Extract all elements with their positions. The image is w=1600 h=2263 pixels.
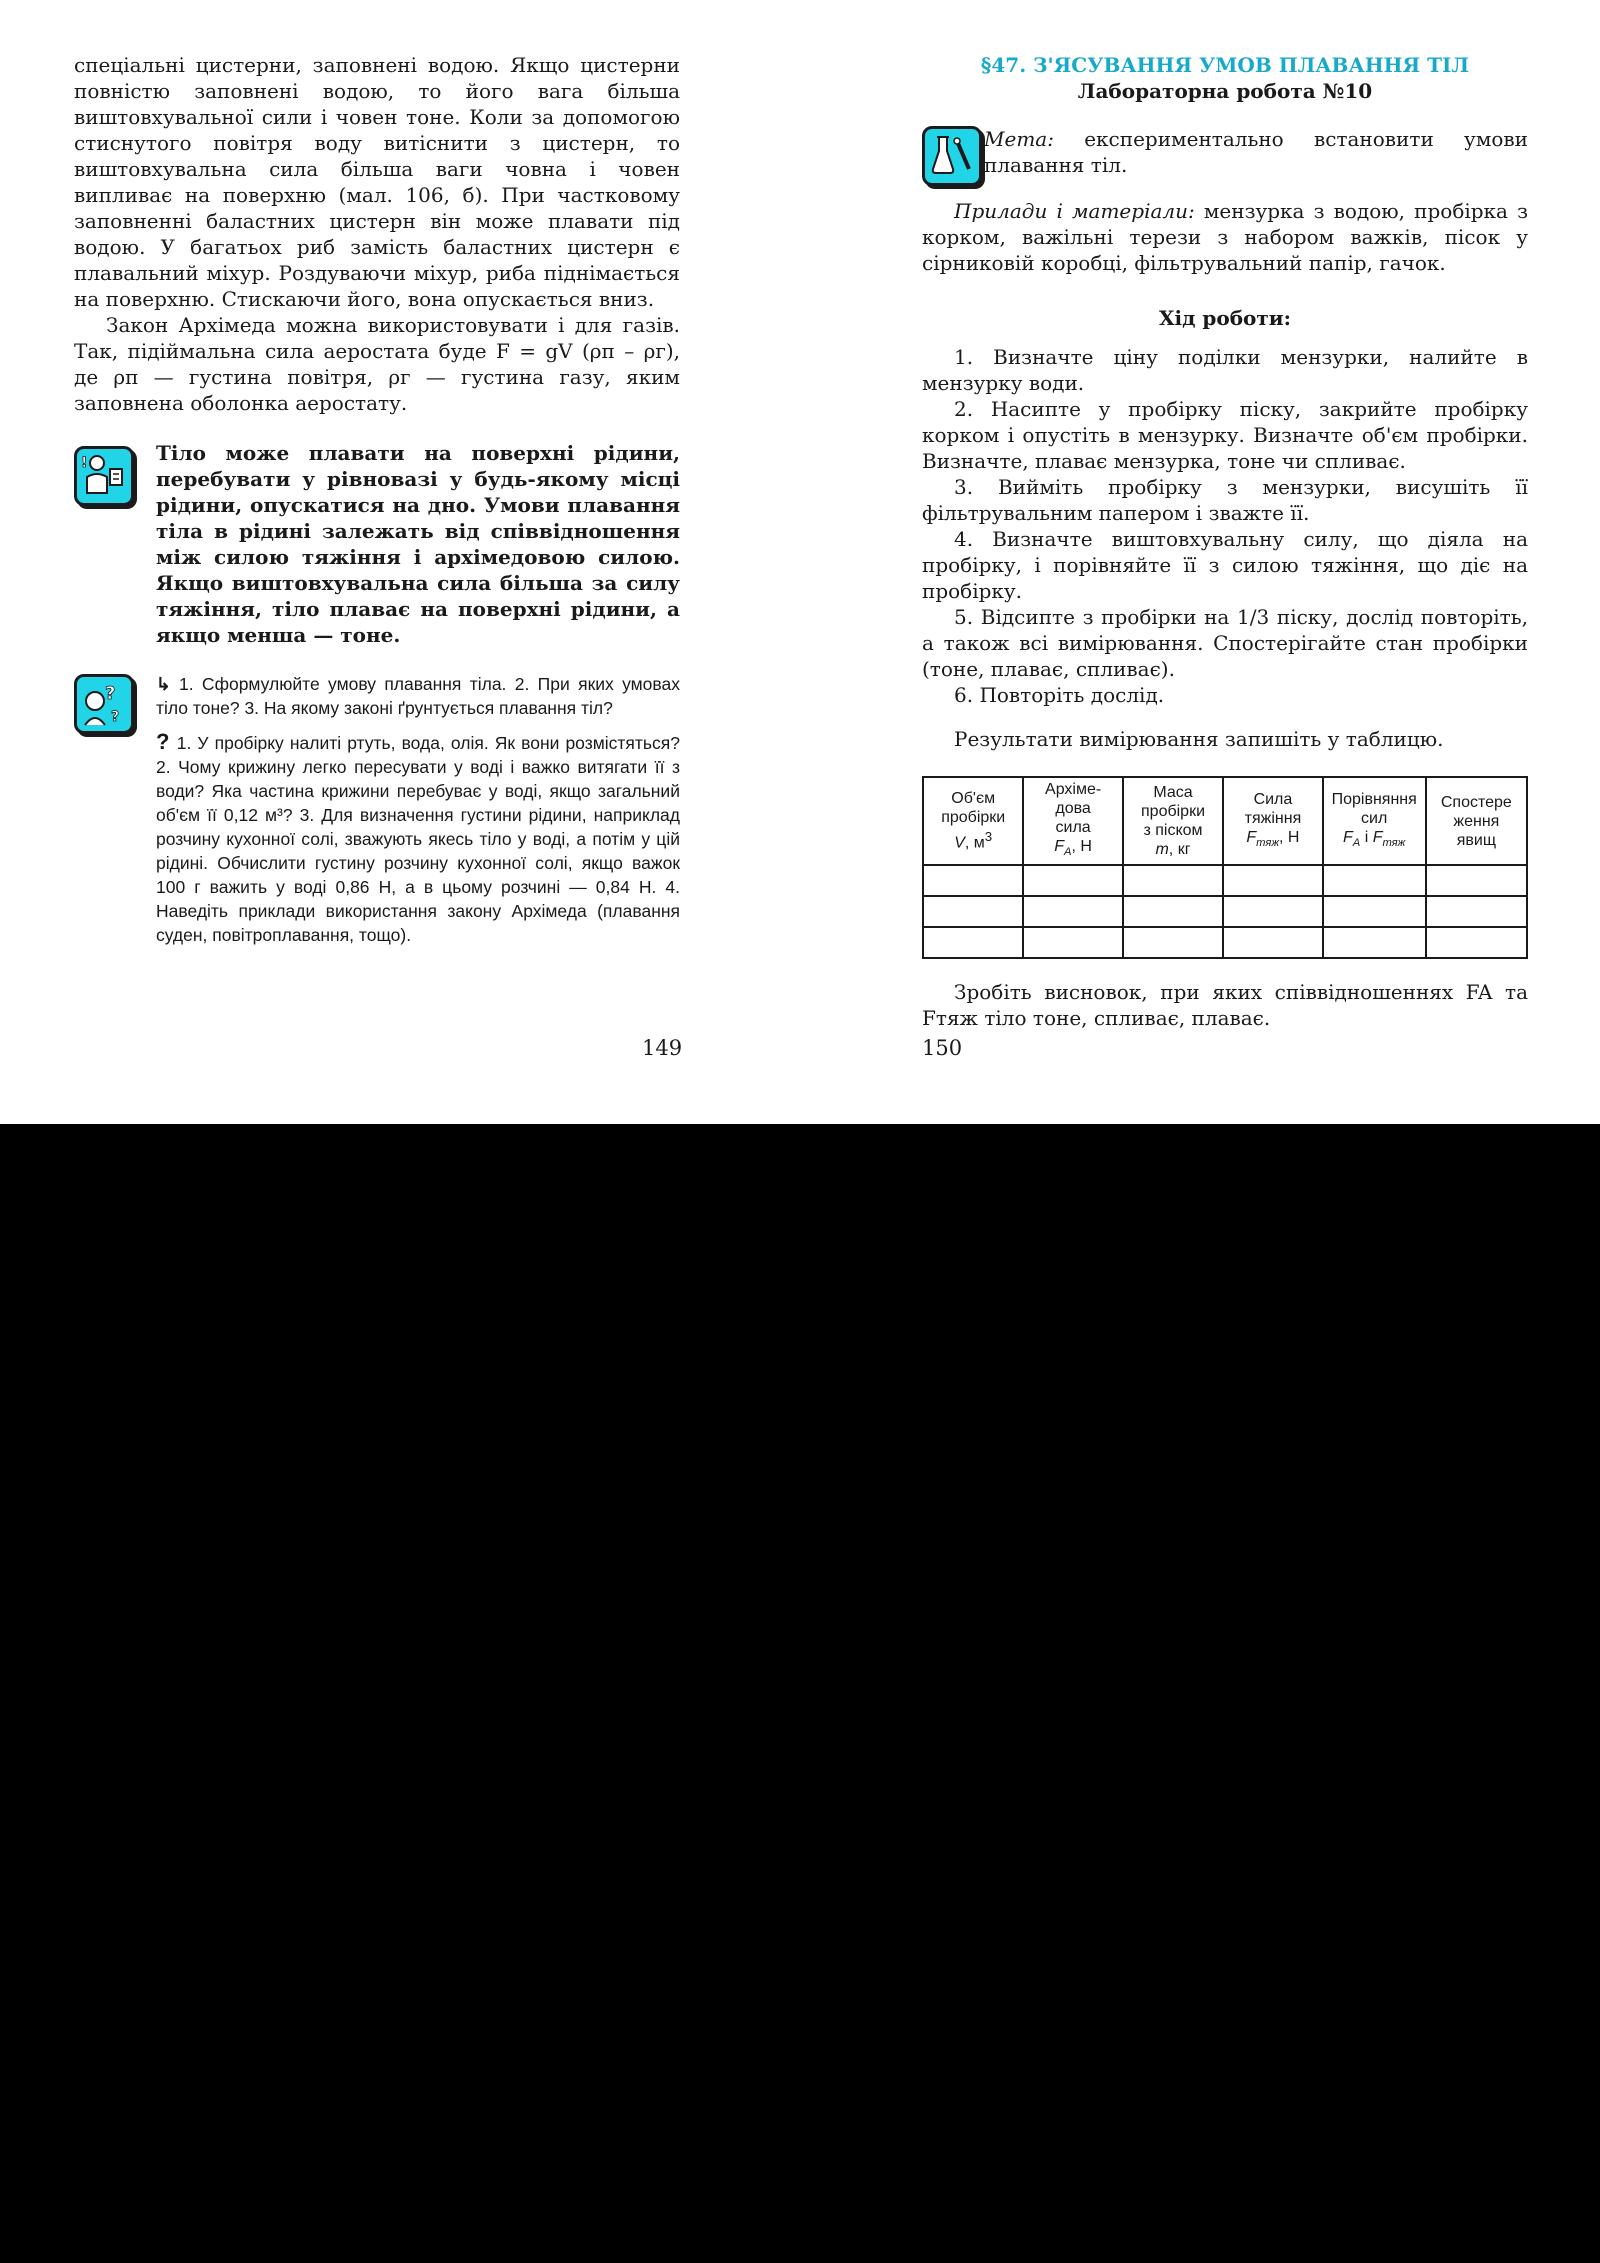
table-cell[interactable]: [1223, 896, 1322, 927]
results-instruction: Результати вимірювання запишіть у таблицю.: [954, 727, 1444, 751]
table-header-row: [923, 777, 1527, 865]
page-right: [922, 52, 1528, 1031]
header-volume: Об'єм пробірки V, $м^3$: [923, 777, 1023, 865]
table-row: [923, 896, 1527, 927]
step-2: 2. Насипте у пробірку піску, закрийте пробірку корком і опустіть в мензурку. Визначте об'єм пробірки. Визначте, плаває мензурка, тоне чи спливає.: [922, 397, 1528, 473]
step-6: 6. Повторіть дослід.: [954, 683, 1165, 707]
table-cell[interactable]: [1123, 865, 1223, 896]
questions-icon: [74, 674, 134, 734]
book-spread: [0, 0, 1600, 1124]
table-row: [923, 927, 1527, 958]
lab-title: Лабораторна робота №10: [1077, 79, 1373, 103]
table-cell[interactable]: [923, 865, 1023, 896]
step-1: 1. Визначте ціну поділки мензурки, налийте в мензурку води.: [922, 345, 1528, 395]
page-number-right: 150: [922, 1036, 963, 1060]
header-archimedes-force: Архіме- дова сила $F_A$, Н: [1023, 777, 1122, 865]
table-cell[interactable]: [1123, 896, 1223, 927]
rule-text: Тіло може плавати на поверхні рідини, перебувати у рівновазі у будь-якому місці рідини, опускатися на дно. Умови плавання тіла в рідині залежать від співвідношення між силою тяжіння і архімедовою силою. Якщо виштовхувальна сила більша за силу тяжіння, тіло плаває на поверхні рідини, а якщо менша — тоне.: [156, 441, 680, 647]
table-cell[interactable]: [1023, 896, 1122, 927]
header-mass: Маса пробірки з піском m, кг: [1123, 777, 1223, 865]
table-row: [923, 865, 1527, 896]
step-5: 5. Відсипте з пробірки на 1/3 піску, дослід повторіть, а також всі вимірювання. Спостерігайте стан пробірки (тоне, плаває, спливає).: [922, 605, 1528, 681]
questions-block: [74, 672, 680, 947]
header-gravity: Сила тяжіння $F_{тяж}$, Н: [1223, 777, 1322, 865]
goal-block: [922, 126, 1528, 186]
table-cell[interactable]: [1323, 927, 1426, 958]
question-mark-icon: ?: [156, 729, 177, 754]
table-cell[interactable]: [923, 896, 1023, 927]
procedure-heading: Хід роботи:: [1158, 306, 1292, 330]
goal-label: Мета:: [984, 127, 1054, 151]
materials-text: Прилади і матеріали: мензурка з водою, пробірка з корком, важільні терези з набором важків, пісок у сірниковій коробці, фільтрувальний папір, гачок.: [922, 199, 1529, 275]
goal-text: Мета: експериментально встановити умови плавання тіл.: [984, 127, 1528, 177]
questions-review: ↳ 1. Сформулюйте умову плавання тіла. 2. При яких умовах тіло тоне? 3. На якому законі ґрунтується плавання тіл?: [156, 674, 680, 718]
table-cell[interactable]: [1123, 927, 1223, 958]
section-title: §47. З'ЯСУВАННЯ УМОВ ПЛАВАННЯ ТІЛ: [980, 53, 1470, 77]
svg-text:!: !: [81, 455, 88, 471]
materials-label: Прилади і матеріали:: [954, 199, 1195, 223]
header-observation: Спостере ження явищ: [1426, 777, 1527, 865]
page-number-left: 149: [642, 1036, 683, 1060]
table-cell[interactable]: [923, 927, 1023, 958]
review-arrow-icon: ↳: [156, 674, 179, 694]
svg-text:?: ?: [105, 683, 116, 704]
svg-text:?: ?: [111, 709, 120, 725]
table-cell[interactable]: [1223, 927, 1322, 958]
step-3: 3. Вийміть пробірку з мензурки, висушіть її фільтрувальним папером і зважте її.: [922, 475, 1528, 525]
table-cell[interactable]: [1426, 896, 1527, 927]
lab-icon: [922, 126, 982, 186]
table-cell[interactable]: [1323, 865, 1426, 896]
header-comparison: Порівняння сил $F_A$ і $F_{тяж}$: [1323, 777, 1426, 865]
table-cell[interactable]: [1023, 927, 1122, 958]
table-cell[interactable]: [1323, 896, 1426, 927]
results-table: [922, 776, 1528, 959]
paragraph-aerostat: Закон Архімеда можна використовувати і для газів. Так, підіймальна сила аеростата буде F = gV (ρп – ρг), де ρп — густина повітря, ρг — густина газу, яким заповнена оболонка аеростату.: [74, 313, 680, 415]
conclusion-text: Зробіть висновок, при яких співвідношеннях FA та Fтяж тіло тоне, спливає, плаває.: [922, 980, 1528, 1031]
rule-block: [74, 440, 680, 648]
table-cell[interactable]: [1223, 865, 1322, 896]
step-4: 4. Визначте виштовхувальну силу, що діяла на пробірку, і порівняйте її з силою тяжіння, що діє на пробірку.: [922, 527, 1528, 603]
table-cell[interactable]: [1426, 927, 1527, 958]
questions-tasks: ? 1. У пробірку налиті ртуть, вода, олія. Як вони розмістяться? 2. Чому крижину легко пересувати у воді і важко витягати її з води? Яка частина крижини перебуває у воді, якщо загальний об'єм її 0,12 м³? 3. Для визначення густини рідини, наприклад розчину кухонної солі, зважують якесь тіло у воді, а потім у цій рідині. Обчислити густину розчину кухонної солі, якщо важок 100 г важить у воді 0,86 Н, а в цьому розчині — 0,84 Н. 4. Наведіть приклади використання закону Архімеда (плавання суден, повітроплавання, тощо).: [156, 729, 680, 945]
rule-icon: [74, 446, 134, 506]
table-cell[interactable]: [1426, 865, 1527, 896]
paragraph-submarine: спеціальні цистерни, заповнені водою. Якщо цистерни повністю заповнені водою, то його вага більша виштовхувальної сили і човен тоне. Коли за допомогою стиснутого повітря воду витіснити з цистерн, то виштовхувальна сила більша ваги човна і човен випливає на поверхню (мал. 106, б). При частковому заповненні баластних цистерн він може плавати під водою. У багатьох риб замість баластних цистерн є плавальний міхур. Роздуваючи міхур, риба піднімається на поверхню. Стискаючи його, вона опускається вниз.: [74, 53, 680, 311]
table-cell[interactable]: [1023, 865, 1122, 896]
page-left: [74, 52, 680, 947]
